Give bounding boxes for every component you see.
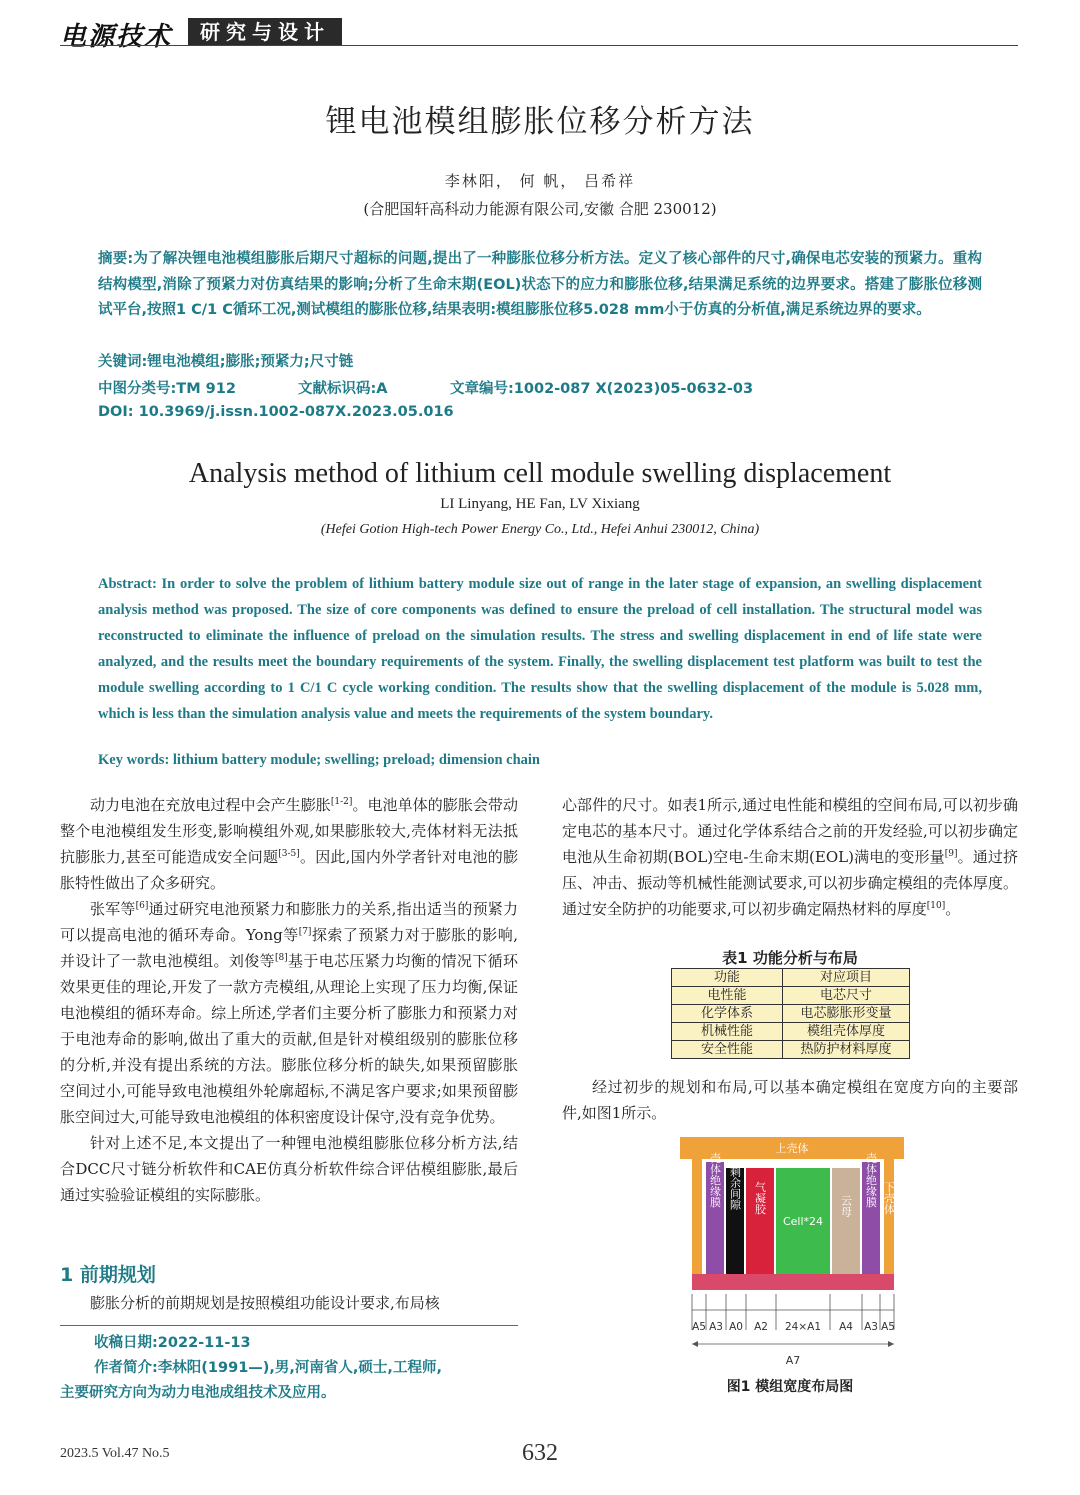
table-cell: 模组壳体厚度 <box>783 1023 910 1041</box>
en-title: Analysis method of lithium cell module swelling displacement <box>188 458 892 489</box>
aerogel-label: 气凝胶 <box>753 1181 767 1215</box>
cn-keywords: 关键词:锂电池模组;膨胀;预紧力;尺寸链 <box>98 354 354 370</box>
section-tag: 研究与设计 <box>188 18 342 46</box>
table-row <box>672 1023 910 1041</box>
cn-article-no: 文章编号:1002-087 X(2023)05-0632-03 <box>450 381 754 397</box>
lower-shell-label: 下壳体 <box>882 1181 896 1215</box>
dim-label: A4 <box>839 1321 853 1333</box>
cell-label: Cell*24 <box>782 1215 824 1228</box>
mica <box>832 1168 860 1274</box>
table-cell: 安全性能 <box>672 1041 783 1059</box>
dim-label: A5 <box>881 1321 895 1333</box>
table-cell: 机械性能 <box>672 1023 783 1041</box>
table-cell: 化学体系 <box>672 1005 783 1023</box>
table-header-cell: 功能 <box>672 969 783 987</box>
bottom-plate <box>692 1274 894 1290</box>
table-row <box>672 987 910 1005</box>
paragraph-2: 张军等[6]通过研究电池预紧力和膨胀力的关系,指出适当的预紧力可以提高电池的循环寿命。Yong等[7]探索了预紧力对于膨胀的影响,并设计了一款电池模组。刘俊等[8]基于电芯压紧力均衡的情况下循环效果更佳的理论,开发了一款方壳模组,从理论上实现了压力均衡,保证电池模组的循环寿命。综上所述,学者们主要分析了膨胀力和预紧力对于电池寿命的影响,做出了重大的贡献,但是针对模组级别的膨胀位移的分析,并没有提出系统的方法。膨胀位移分析的缺失,如果预留膨胀空间过小,可能导致电池模组外轮廓超标,不满足客户要求;如果预留膨胀空间过大,可能导致电池模组的体积密度设计保守,没有竞争优势。 <box>60 900 518 1126</box>
mica-label: 云母 <box>839 1195 853 1217</box>
paragraph-right-1: 心部件的尺寸。如表1所示,通过电性能和模组的空间布局,可以初步确定电芯的基本尺寸。通过化学体系结合之前的开发经验,可以初步确定电池从生命初期(BOL)空电-生命末期(EOL)满电的变形量[9]。通过挤压、冲击、振动等机械性能测试要求,可以初步确定模组的壳体厚度。通过安全防护的功能要求,可以初步确定隔热材料的厚度[10]。 <box>562 796 1018 918</box>
section-heading: 1 前期规划 <box>60 1264 156 1286</box>
paragraph-right-2: 经过初步的规划和布局,可以基本确定模组在宽度方向的主要部件,如图1所示。 <box>562 1078 1018 1122</box>
function-table <box>671 968 910 1059</box>
dim-label: A2 <box>754 1321 768 1333</box>
upper-shell-label: 上壳体 <box>775 1142 809 1155</box>
cn-doi: DOI: 10.3969/j.issn.1002-087X.2023.05.016 <box>98 404 454 420</box>
dim-label: 24×A1 <box>784 1321 822 1333</box>
footnote-rule <box>60 1325 518 1326</box>
dim-label: A3 <box>709 1321 723 1333</box>
cn-authors: 李林阳， 何 帆， 吕希祥 <box>444 172 636 190</box>
gap-label: 剩余间隙 <box>728 1166 742 1210</box>
table-header-row <box>672 969 910 987</box>
module-width-layout-figure <box>680 1132 910 1372</box>
table-header-cell: 对应项目 <box>783 969 910 987</box>
table-caption: 表1 功能分析与布局 <box>722 949 858 967</box>
body-right-lower <box>562 1074 1018 1126</box>
cn-abstract: 摘要:为了解决锂电池模组膨胀后期尺寸超标的问题,提出了一种膨胀位移分析方法。定义了核心部件的尺寸,确保电芯安装的预紧力。重构结构模型,消除了预紧力对仿真结果的影响;分析了生命末期(EOL)状态下的应力和膨胀位移,结果满足系统的边界要求。搭建了膨胀位移测试平台,按照1 C/1 C循环工况,测试模组的膨胀位移,结果表明:模组膨胀位移5.028 mm小于仿真的分析值,满足系统边界的要求。 <box>98 251 982 319</box>
footnotes <box>60 1331 530 1406</box>
body-right-column <box>562 792 1018 922</box>
en-abstract: Abstract: In order to solve the problem of lithium battery module size out of range in the later stage of expansion, an swelling displacement analysis method was proposed. The size of core components was defined to ensure the preload of cell installation. The structural model was reconstructed to eliminate the influence of preload on the simulation results. The stress and swelling displacement in end of life state were analyzed, and the results meet the boundary requirements of the system. Finally, the swelling displacement test platform was built to test the module swelling according to 1 C/1 C cycle working condition. The results show that the swelling displacement of the module is 5.028 mm, which is less than the simulation analysis value and meets the requirements of the system boundary. <box>98 576 982 722</box>
table-cell: 电芯尺寸 <box>783 987 910 1005</box>
en-keywords: Key words: lithium battery module; swelling; preload; dimension chain <box>98 752 540 768</box>
author-bio-line2: 主要研究方向为动力电池成组技术及应用。 <box>60 1385 336 1401</box>
table-row <box>672 1041 910 1059</box>
table-cell: 电性能 <box>672 987 783 1005</box>
dim-label: A0 <box>729 1321 743 1333</box>
left-insulation-label: 壳体绝缘膜 <box>708 1152 722 1208</box>
page-number: 632 <box>522 1440 558 1466</box>
author-bio-line1: 作者简介:李林阳(1991—),男,河南省人,硕士,工程师, <box>94 1360 442 1376</box>
cn-doc-code: 文献标识码:A <box>298 381 388 397</box>
body-left-column <box>60 792 518 1208</box>
section-body: 膨胀分析的前期规划是按照模组功能设计要求,布局核 <box>90 1294 440 1312</box>
header-rule <box>60 45 1018 46</box>
figure-caption: 图1 模组宽度布局图 <box>726 1379 854 1395</box>
paragraph-3: 针对上述不足,本文提出了一种锂电池模组膨胀位移分析方法,结合DCC尺寸链分析软件和CAE仿真分析软件综合评估模组膨胀,最后通过实验验证模组的实际膨胀。 <box>60 1134 518 1204</box>
cn-title: 锂电池模组膨胀位移分析方法 <box>325 104 755 140</box>
cn-clc: 中图分类号:TM 912 <box>98 381 236 397</box>
left-wall <box>692 1156 702 1286</box>
en-authors: LI Linyang, HE Fan, LV Xixiang <box>440 496 640 512</box>
right-insulation-label: 壳体绝缘膜 <box>864 1152 878 1208</box>
right-wall <box>884 1156 894 1286</box>
en-affiliation: (Hefei Gotion High-tech Power Energy Co., Ltd., Hefei Anhui 230012, China) <box>320 522 760 537</box>
issue-info: 2023.5 Vol.47 No.5 <box>60 1446 170 1461</box>
dim-label: A5 <box>692 1321 706 1333</box>
paragraph-1: 动力电池在充放电过程中会产生膨胀[1-2]。电池单体的膨胀会带动整个电池模组发生形变,影响模组外观,如果膨胀较大,壳体材料无法抵抗膨胀力,甚至可能造成安全问题[3-5]。因此,国内外学者针对电池的膨胀特性做出了众多研究。 <box>60 796 518 892</box>
table-row <box>672 1005 910 1023</box>
received-date: 收稿日期:2022-11-13 <box>94 1335 251 1351</box>
total-width-label: A7 <box>785 1354 801 1367</box>
table-cell: 电芯膨胀形变量 <box>783 1005 910 1023</box>
dim-label: A3 <box>864 1321 878 1333</box>
journal-name: 电源技术 <box>60 22 173 52</box>
cn-affiliation: (合肥国轩高科动力能源有限公司,安徽 合肥 230012) <box>363 200 717 218</box>
table-cell: 热防护材料厚度 <box>783 1041 910 1059</box>
